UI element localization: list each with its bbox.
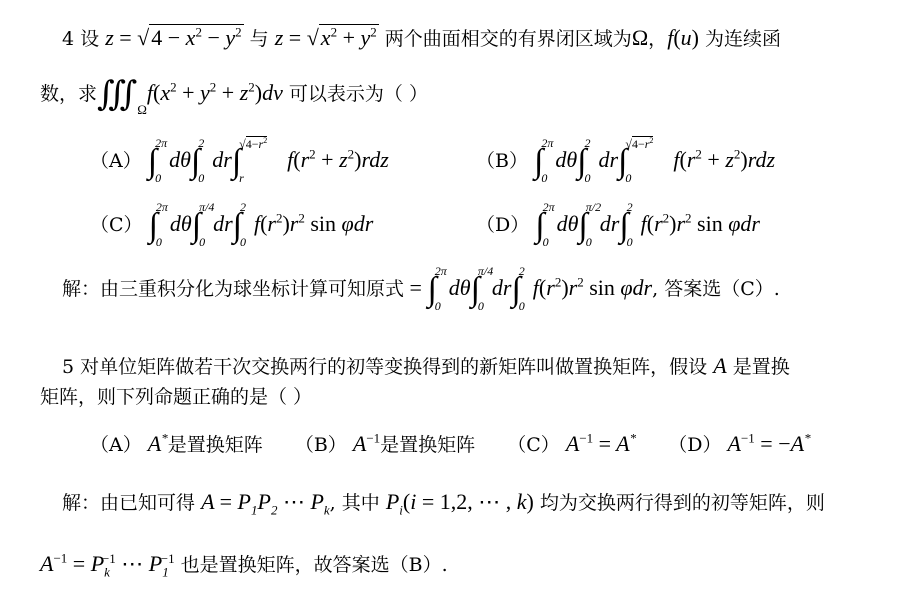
q4-opt-a-lims2: 2 0	[198, 136, 205, 185]
q5-sol-math-2: $P_i(i = 1,2$, ⋯ , k)	[385, 489, 534, 518]
q4-opt-d-label: （D）	[476, 214, 530, 236]
q4-opt-d-int2: ∫	[578, 207, 588, 244]
q4-line1	[62, 24, 781, 51]
q4-line2	[40, 78, 428, 118]
q4-opt-c-dr: dr	[213, 211, 233, 236]
q4-opt-c-lims2: π/4 0	[199, 200, 215, 249]
q4-option-b	[476, 136, 776, 185]
q5-text-2: 矩阵，则下列命题正确的是（ ）	[40, 386, 313, 408]
q4-math-fu: f	[667, 25, 674, 50]
q4-option-d	[476, 200, 760, 249]
q4-math-root1: $√4 - x^2 - y^2$	[137, 24, 242, 50]
q4-opt-a-int1: ∫	[147, 143, 158, 180]
q5-text-1b: 是置换	[732, 356, 790, 378]
q4-math-z1: z	[105, 25, 114, 50]
q5-sol-math-1: $A = P_1P_2$ ⋯ $P_k$	[201, 489, 330, 518]
q4-opt-c-int2: ∫	[191, 207, 202, 244]
q4-opt-b-label: （B）	[476, 150, 528, 172]
q5-opt-a-math: A*	[147, 430, 168, 456]
q4-text-1b: 与	[249, 28, 269, 50]
q5-text-1: 5 对单位矩阵做若干次交换两行的初等变换得到的新矩阵叫做置换矩阵，假设	[62, 356, 708, 378]
q5-line2	[40, 382, 312, 409]
q5-options	[90, 430, 811, 457]
q5-solution-line1	[62, 488, 825, 518]
q4-opt-d-lims2: π/2 0	[585, 200, 602, 249]
q4-opt-d-dr: dr	[599, 211, 620, 236]
q4-sol-int3: ∫	[511, 271, 521, 308]
q4-math-omega-sub: Ω	[137, 102, 147, 117]
q4-opt-c-lims1: 2π 0	[155, 200, 168, 249]
q4-opt-a-label: （A）	[90, 150, 142, 172]
q5-opt-c-math: $A^{-1} = A^*$	[565, 430, 637, 456]
q4-math-root2: $√x^2 + y^2$	[306, 24, 377, 50]
q4-opt-b-integrand: f	[673, 147, 680, 172]
q5-sol2-math: $A^{-1} = P_k^{-1}$ ⋯ $P_1^{-1}$	[40, 550, 175, 580]
q4-opt-d-int3: ∫	[619, 207, 629, 244]
q4-opt-a-int3: ∫	[231, 143, 242, 180]
q4-opt-b-integrand-arg: $(r^2 + z^2)rdz$	[679, 146, 776, 172]
q4-opt-c-integrand-arg: $(r^2)r^2$ sin φdr	[260, 210, 374, 236]
q4-math-eq2: =	[283, 25, 307, 50]
q4-sol-int1: ∫	[427, 271, 437, 308]
q4-opt-c-label: （C）	[90, 214, 143, 236]
q4-opt-b-dr: dr	[598, 147, 619, 172]
q4-math-integrand-arg: $(x^2 + y^2 + z^2)dv$	[153, 79, 283, 105]
q5-opt-d-math: $A^{-1} = -A^*$	[727, 430, 811, 456]
q4-opt-b-int1: ∫	[534, 143, 544, 180]
q4-opt-c-integrand: f	[253, 211, 261, 236]
q4-sol-lims1: 2π 0	[434, 264, 447, 313]
q4-opt-b-int2: ∫	[577, 143, 587, 180]
q4-text-1d: ，	[648, 28, 668, 50]
q4-opt-b-lims1: 2π 0	[541, 136, 554, 185]
q5-sol-text-b: , 其中	[329, 492, 380, 514]
q5-opt-a-text: 是置换矩阵	[167, 434, 263, 456]
q4-opt-c-int1: ∫	[148, 207, 158, 244]
q5-sol-text-c: 均为交换两行得到的初等矩阵，则	[539, 492, 825, 514]
q4-text-1c: 两个曲面相交的有界闭区域为	[384, 28, 632, 50]
q4-opt-a-dtheta: dθ	[169, 147, 191, 172]
q4-math-fu-arg: (u)	[673, 25, 699, 50]
q5-opt-a-label: （A）	[90, 434, 142, 456]
q4-sol-integrand: f	[532, 275, 539, 300]
q5-sol-text-a: 解：由已知可得	[62, 492, 196, 514]
q4-opt-c-dtheta: dθ	[169, 211, 192, 236]
q5-opt-d-label: （D）	[668, 434, 722, 456]
q4-sol-text-a: 解：由三重积分化为球坐标计算可知原式	[62, 278, 405, 300]
q4-sol-int2: ∫	[470, 271, 480, 308]
q4-opt-d-integrand-arg: $(r^2)r^2$ sin φdr	[646, 210, 760, 236]
q4-math-omega: Ω	[631, 25, 649, 50]
q4-text-1e: 为连续函	[705, 28, 782, 50]
q5-line1	[62, 352, 790, 379]
q5-solution-line2	[40, 550, 448, 580]
q4-text-2b: 可以表示为（ ）	[288, 83, 428, 105]
q5-sol2-text-b: 也是置换矩阵，故答案选（B）.	[180, 554, 448, 576]
q5-opt-b-math: $A^{-1}$	[352, 430, 381, 456]
q4-opt-b-lims2: 2 0	[584, 136, 591, 185]
q4-sol-dtheta: dθ	[448, 275, 471, 300]
q5-opt-c-label: （C）	[507, 434, 560, 456]
q4-opt-d-int1: ∫	[535, 207, 545, 244]
q4-opt-a-lims3: $√4-r^2$ r	[239, 136, 268, 185]
q4-opt-d-lims3: 2 0	[626, 200, 633, 249]
q5-opt-b-label: （B）	[294, 434, 347, 456]
q4-opt-c-int3: ∫	[232, 207, 242, 244]
q4-text-1a: 4 设	[62, 28, 100, 50]
q4-opt-d-integrand: f	[640, 211, 647, 236]
q4-option-c	[90, 200, 374, 249]
q4-opt-a-dr: dr	[212, 147, 232, 172]
q4-opt-d-lims1: 2π 0	[542, 200, 555, 249]
q4-math-triple-integral: ∭	[97, 76, 138, 113]
q4-opt-a-integrand-arg: $(r^2 + z^2)rdz$	[293, 146, 389, 172]
q5-opt-b-text: 是置换矩阵	[380, 434, 476, 456]
q4-sol-integrand-arg: $(r^2)r^2$ sin φdr	[538, 274, 653, 300]
q4-solution	[62, 264, 780, 313]
q4-opt-b-int3: ∫	[618, 143, 628, 180]
q5-math-a: A	[713, 353, 727, 378]
q4-sol-text-b: , 答案选（C）.	[652, 278, 780, 300]
q4-opt-a-int2: ∫	[190, 143, 201, 180]
q4-sol-dr: dr	[491, 275, 512, 300]
q4-option-a	[90, 136, 389, 185]
q4-sol-eq: =	[404, 275, 428, 300]
q4-sol-lims3: 2 0	[518, 264, 525, 313]
q4-opt-d-dtheta: dθ	[556, 211, 579, 236]
q4-opt-b-dtheta: dθ	[555, 147, 578, 172]
q4-text-2a: 数，求	[40, 83, 98, 105]
q4-opt-c-lims3: 2 0	[239, 200, 246, 249]
q4-math-eq1: =	[113, 25, 138, 50]
q4-sol-lims2: π/4 0	[477, 264, 494, 313]
q4-opt-a-lims1: 2π 0	[155, 136, 168, 185]
q4-math-z2: z	[274, 25, 284, 50]
q4-math-integrand: f	[146, 80, 154, 105]
q4-opt-b-lims3: $√4-r^2$ 0	[625, 136, 654, 185]
q4-opt-a-integrand: f	[287, 147, 294, 172]
